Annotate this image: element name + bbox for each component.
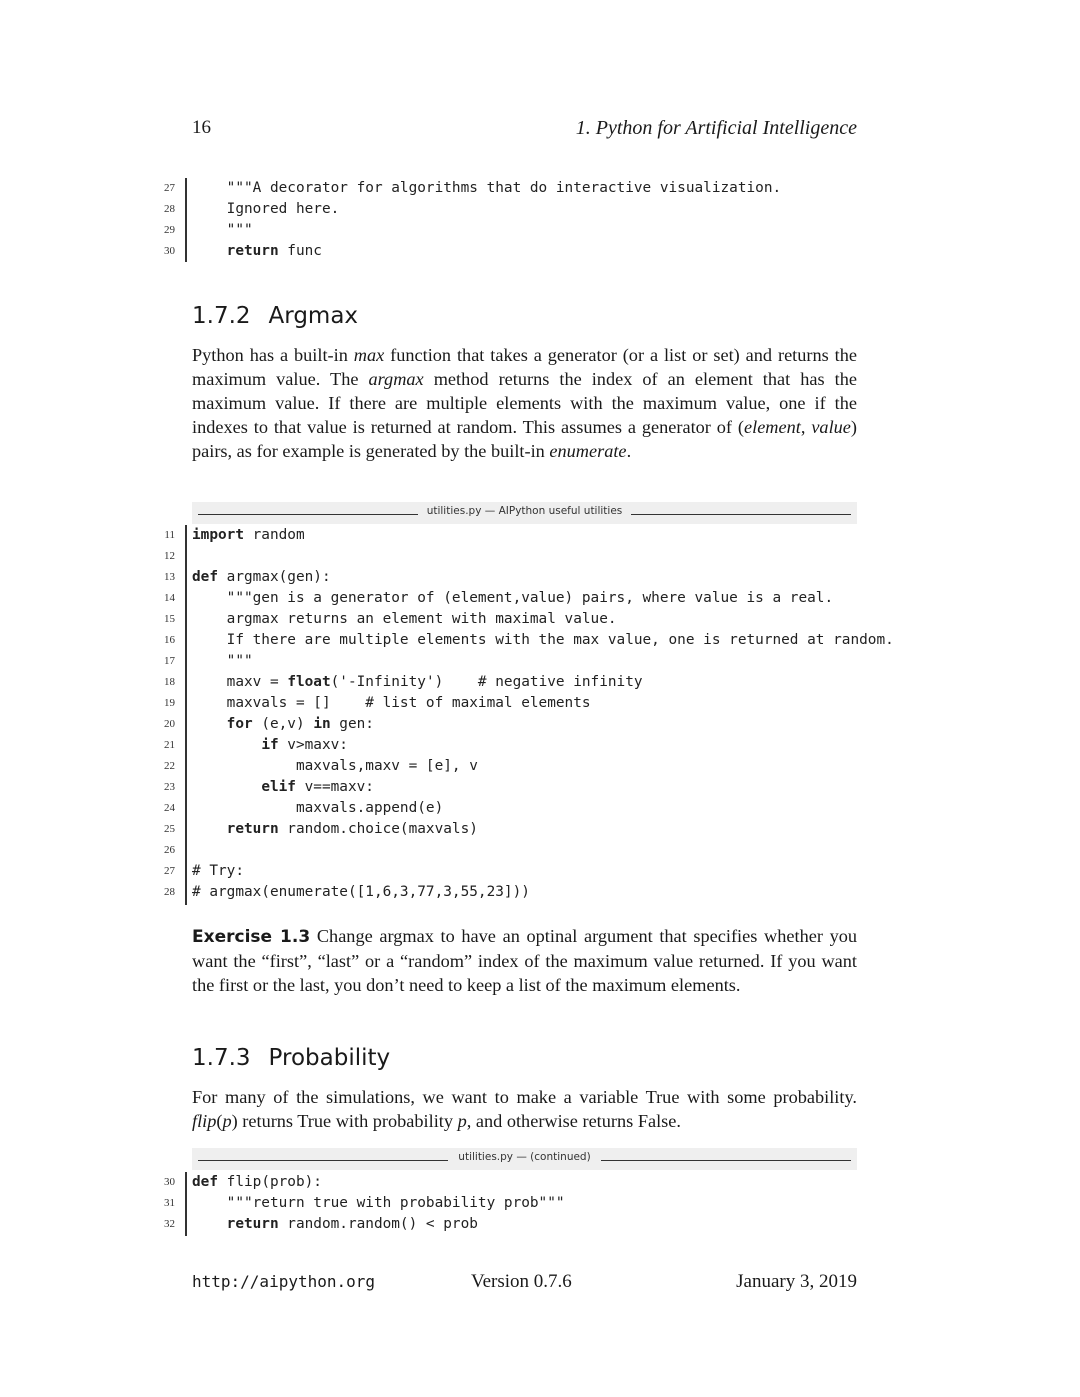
footer-version: Version 0.7.6	[471, 1271, 572, 1292]
line-number: 30	[164, 1176, 175, 1188]
code-text: if v>maxv:	[261, 737, 348, 753]
line-number: 23	[164, 781, 175, 793]
line-number: 25	[164, 823, 175, 835]
code-text: maxvals,maxv = [e], v	[192, 758, 478, 774]
code-text: maxvals = [] # list of maximal elements	[192, 695, 591, 711]
code-text: """	[192, 653, 253, 669]
footer-date: January 3, 2019	[736, 1271, 857, 1292]
listing-caption: utilities.py — (continued)	[455, 1151, 593, 1163]
footer-url: http://aipython.org	[192, 1272, 376, 1291]
exercise-label: Exercise 1.3	[192, 927, 311, 947]
listing-banner	[192, 502, 857, 524]
code-text: return func	[226, 243, 322, 259]
probability-paragraph: For many of the simulations, we want to make a variable True with some probability. flip(p) returns True with probability p, and otherwise returns False.	[192, 1087, 857, 1131]
section-heading-argmax	[192, 303, 358, 329]
line-number: 11	[164, 529, 175, 541]
code-text: def flip(prob):	[192, 1174, 322, 1190]
line-number: 21	[164, 739, 175, 751]
code-text: """return true with probability prob"""	[192, 1195, 565, 1211]
code-text: maxvals.append(e)	[192, 800, 444, 816]
line-number: 19	[164, 697, 175, 709]
section-number: 1.7.3	[192, 1045, 251, 1071]
code-text: return random.choice(maxvals)	[226, 821, 478, 837]
line-number: 28	[164, 886, 175, 898]
code-text: import random	[192, 527, 305, 543]
line-number: 31	[164, 1197, 175, 1209]
argmax-paragraph: Python has a built-in max function that takes a generator (or a list or set) and returns the maximum value. The argmax method returns the index of an element that has the maximum value. If there are multiple elements with the maximum value, one if the indexes to that value is returned at random. This assumes a generator of (element, value) pairs, as for example is generated by the built-in enumerate.	[192, 345, 857, 461]
exercise-paragraph	[192, 924, 857, 997]
code-text: def argmax(gen):	[192, 569, 331, 585]
line-number: 16	[164, 634, 175, 646]
section-heading-probability	[192, 1045, 390, 1071]
listing-banner	[192, 1148, 857, 1170]
listing-caption: utilities.py — AIPython useful utilities	[424, 505, 626, 517]
code-margin-bar	[185, 178, 187, 262]
exercise-text: Change argmax to have an optinal argument that specifies whether you want the “first”, “last” or a “random” index of the maximum value returned. If you want the first or the last, you don’t need to keep a list of the maximum elements.	[192, 926, 858, 995]
section-number: 1.7.2	[192, 303, 251, 329]
code-text: maxv = float('-Infinity') # negative infinity	[192, 674, 643, 690]
code-text: Ignored here.	[192, 201, 340, 217]
code-text: If there are multiple elements with the max value, one is returned at random.	[192, 632, 894, 648]
code-margin-bar	[185, 525, 187, 905]
code-text: for (e,v) in gen:	[226, 716, 374, 732]
code-margin-bar	[185, 1172, 187, 1236]
page-number: 16	[192, 117, 211, 138]
line-number: 32	[164, 1218, 175, 1230]
chapter-title: 1. Python for Artificial Intelligence	[575, 117, 857, 139]
line-number: 20	[164, 718, 175, 730]
line-number: 12	[164, 550, 175, 562]
line-number: 22	[164, 760, 175, 772]
code-text: # argmax(enumerate([1,6,3,77,3,55,23]))	[192, 884, 530, 900]
line-number: 26	[164, 844, 175, 856]
line-number: 18	[164, 676, 175, 688]
code-text: elif v==maxv:	[261, 779, 374, 795]
code-text: # Try:	[192, 863, 244, 879]
code-text: argmax returns an element with maximal value.	[192, 611, 617, 627]
code-text: """gen is a generator of (element,value) pairs, where value is a real.	[192, 590, 834, 606]
line-number: 15	[164, 613, 175, 625]
line-number: 30	[164, 245, 175, 257]
line-number: 27	[164, 182, 175, 194]
line-number: 13	[164, 571, 175, 583]
code-text: """A decorator for algorithms that do interactive visualization.	[192, 180, 782, 196]
line-number: 17	[164, 655, 175, 667]
line-number: 27	[164, 865, 175, 877]
code-text: return random.random() < prob	[226, 1216, 478, 1232]
line-number: 28	[164, 203, 175, 215]
section-title: Probability	[268, 1045, 391, 1071]
line-number: 14	[164, 592, 175, 604]
section-title: Argmax	[268, 303, 359, 329]
line-number: 24	[164, 802, 175, 814]
code-text: """	[192, 222, 253, 238]
line-number: 29	[164, 224, 175, 236]
